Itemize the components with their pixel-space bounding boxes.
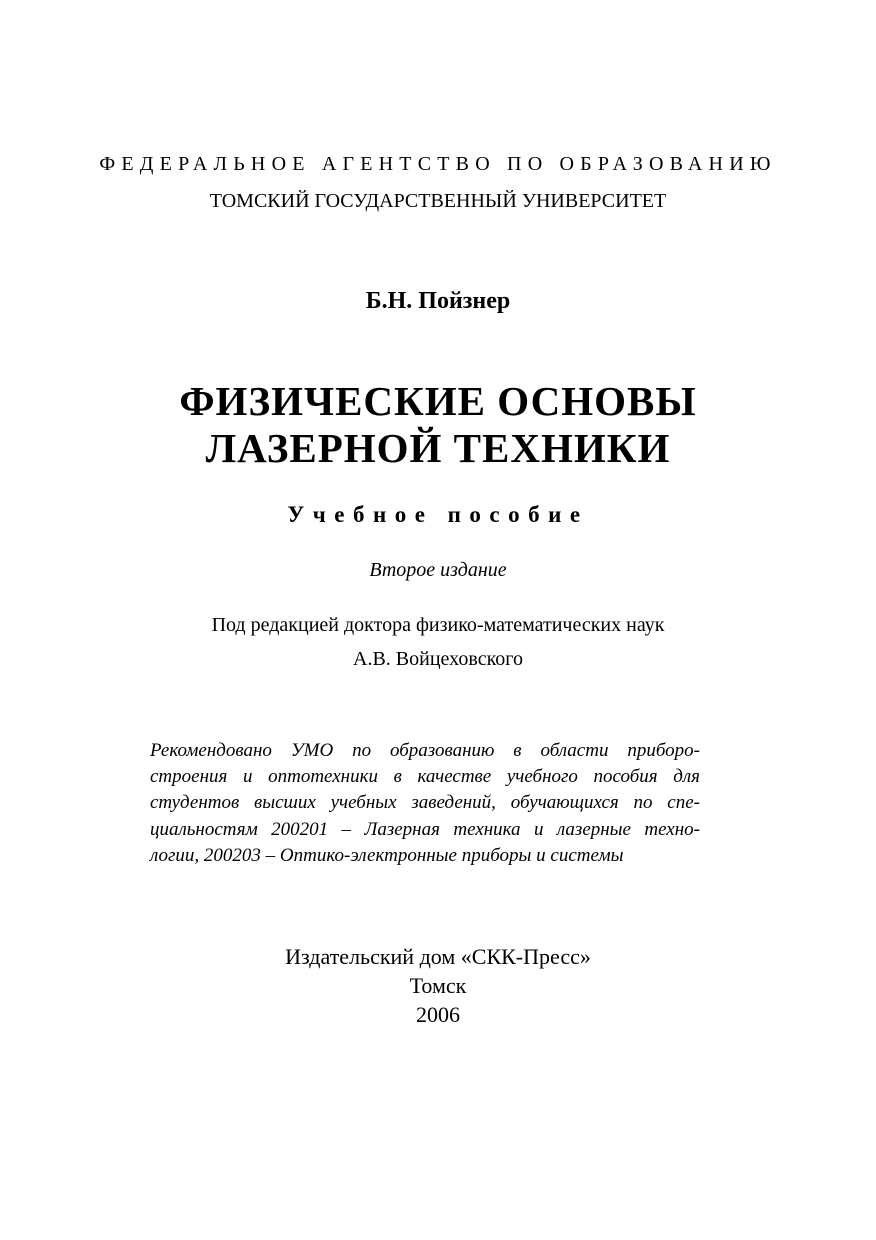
recommendation-line: логии, 200203 – Оптико-электронные приборы и системы	[150, 844, 624, 866]
edition-note: Второе издание	[369, 559, 507, 581]
agency-name: ФЕДЕРАЛЬНОЕ АГЕНТСТВО ПО ОБРАЗОВАНИЮ	[99, 153, 777, 175]
book-title	[0, 378, 876, 472]
publisher-name: Издательский дом «СКК-Пресс»	[285, 944, 591, 969]
author-name: Б.Н. Пойзнер	[365, 288, 511, 314]
recommendation-line: Рекомендовано УМО по образованию в области приборо-	[150, 740, 700, 761]
recommendation-line: строения и оптотехники в качестве учебного пособия для	[150, 766, 700, 788]
editor-name: А.В. Войцеховского	[353, 648, 523, 670]
editor-credit: Под редакцией доктора физико-математических наук	[211, 614, 665, 636]
publication-city: Томск	[409, 973, 467, 998]
publication-year: 2006	[416, 1002, 460, 1027]
book-title-line-1: ФИЗИЧЕСКИЕ ОСНОВЫ	[179, 378, 697, 424]
recommendation-line: циальностям 200201 – Лазерная техника и лазерные техно-	[150, 818, 700, 840]
book-subtitle: Учебное пособие	[287, 502, 589, 527]
recommendation-line: студентов высших учебных заведений, обучающихся по спе-	[150, 792, 700, 814]
university-name: ТОМСКИЙ ГОСУДАРСТВЕННЫЙ УНИВЕРСИТЕТ	[209, 190, 667, 212]
book-title-line-2: ЛАЗЕРНОЙ ТЕХНИКИ	[205, 425, 671, 471]
recommendation-paragraph	[150, 738, 700, 869]
